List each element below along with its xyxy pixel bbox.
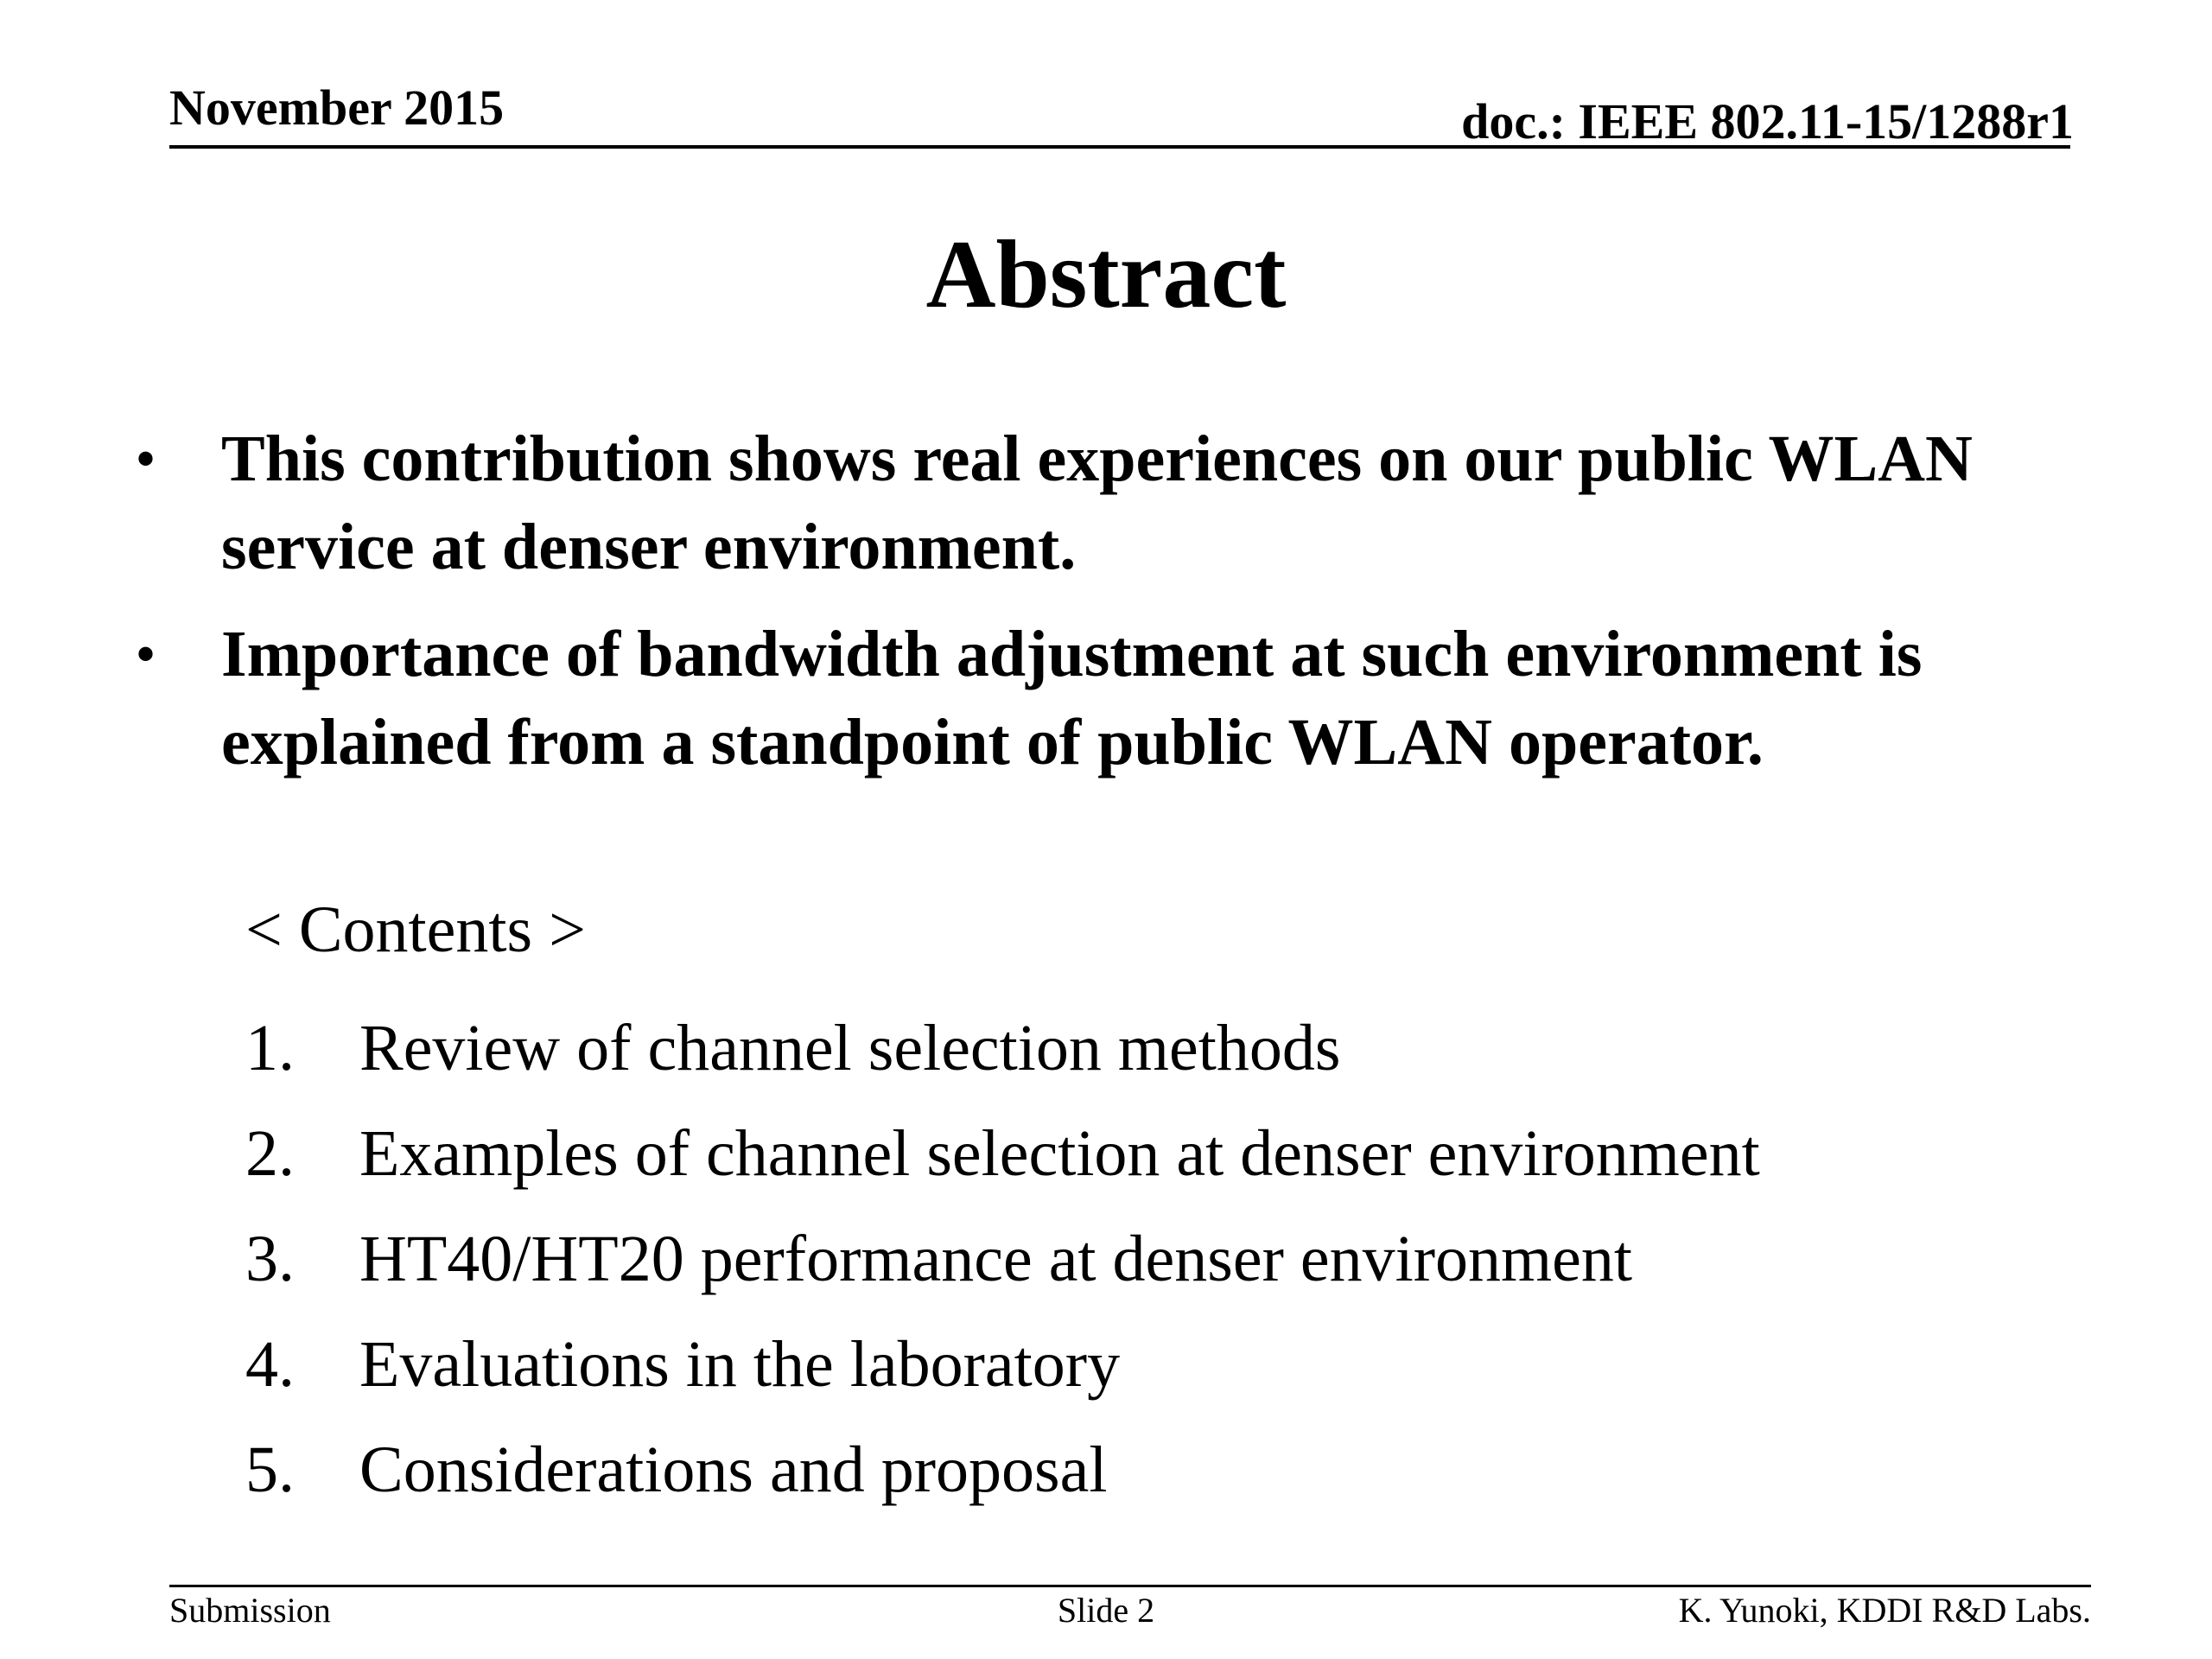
- footer-submission: Submission: [169, 1591, 331, 1630]
- contents-item: [245, 1312, 2103, 1417]
- header-date: November 2015: [169, 79, 505, 136]
- bullet-item: [130, 610, 2117, 786]
- bullet-text: This contribution shows real experiences on our public WLAN service at denser environment.: [221, 423, 1973, 583]
- contents-item-number: 3.: [245, 1223, 295, 1295]
- contents-item-text: Considerations and proposal: [359, 1433, 1108, 1506]
- contents-item-number: 1.: [245, 1012, 295, 1084]
- contents-item-number: 2.: [245, 1117, 295, 1190]
- contents-item-text: Evaluations in the laboratory: [359, 1328, 1121, 1401]
- contents-item-number: 4.: [245, 1328, 295, 1401]
- contents-item-text: Examples of channel selection at denser environment: [359, 1117, 1760, 1190]
- bullet-marker-icon: •: [137, 626, 156, 683]
- contents-item-text: HT40/HT20 performance at denser environment: [359, 1223, 1633, 1295]
- contents-item: [245, 995, 2103, 1101]
- contents-item: [245, 1101, 2103, 1206]
- contents-item: [245, 1417, 2103, 1522]
- contents-item-text: Review of channel selection methods: [359, 1012, 1341, 1084]
- footer-divider: [169, 1585, 2091, 1587]
- contents-item-number: 5.: [245, 1433, 295, 1506]
- contents-heading: < Contents >: [245, 893, 586, 966]
- contents-list: [245, 995, 2103, 1522]
- slide-title: Abstract: [925, 221, 1287, 328]
- header-divider: [169, 145, 2070, 149]
- footer-slide-number: Slide 2: [1057, 1591, 1155, 1630]
- bullet-text: Importance of bandwidth adjustment at such environment is explained from a standpoint of public WLAN operator.: [221, 618, 1923, 779]
- header-doc-id: doc.: IEEE 802.11-15/1288r1: [1461, 93, 2074, 149]
- contents-item: [245, 1206, 2103, 1312]
- bullet-marker-icon: •: [137, 430, 156, 487]
- bullet-list: [130, 415, 2117, 805]
- footer-author: K. Yunoki, KDDI R&D Labs.: [1678, 1591, 2091, 1630]
- bullet-item: [130, 415, 2117, 591]
